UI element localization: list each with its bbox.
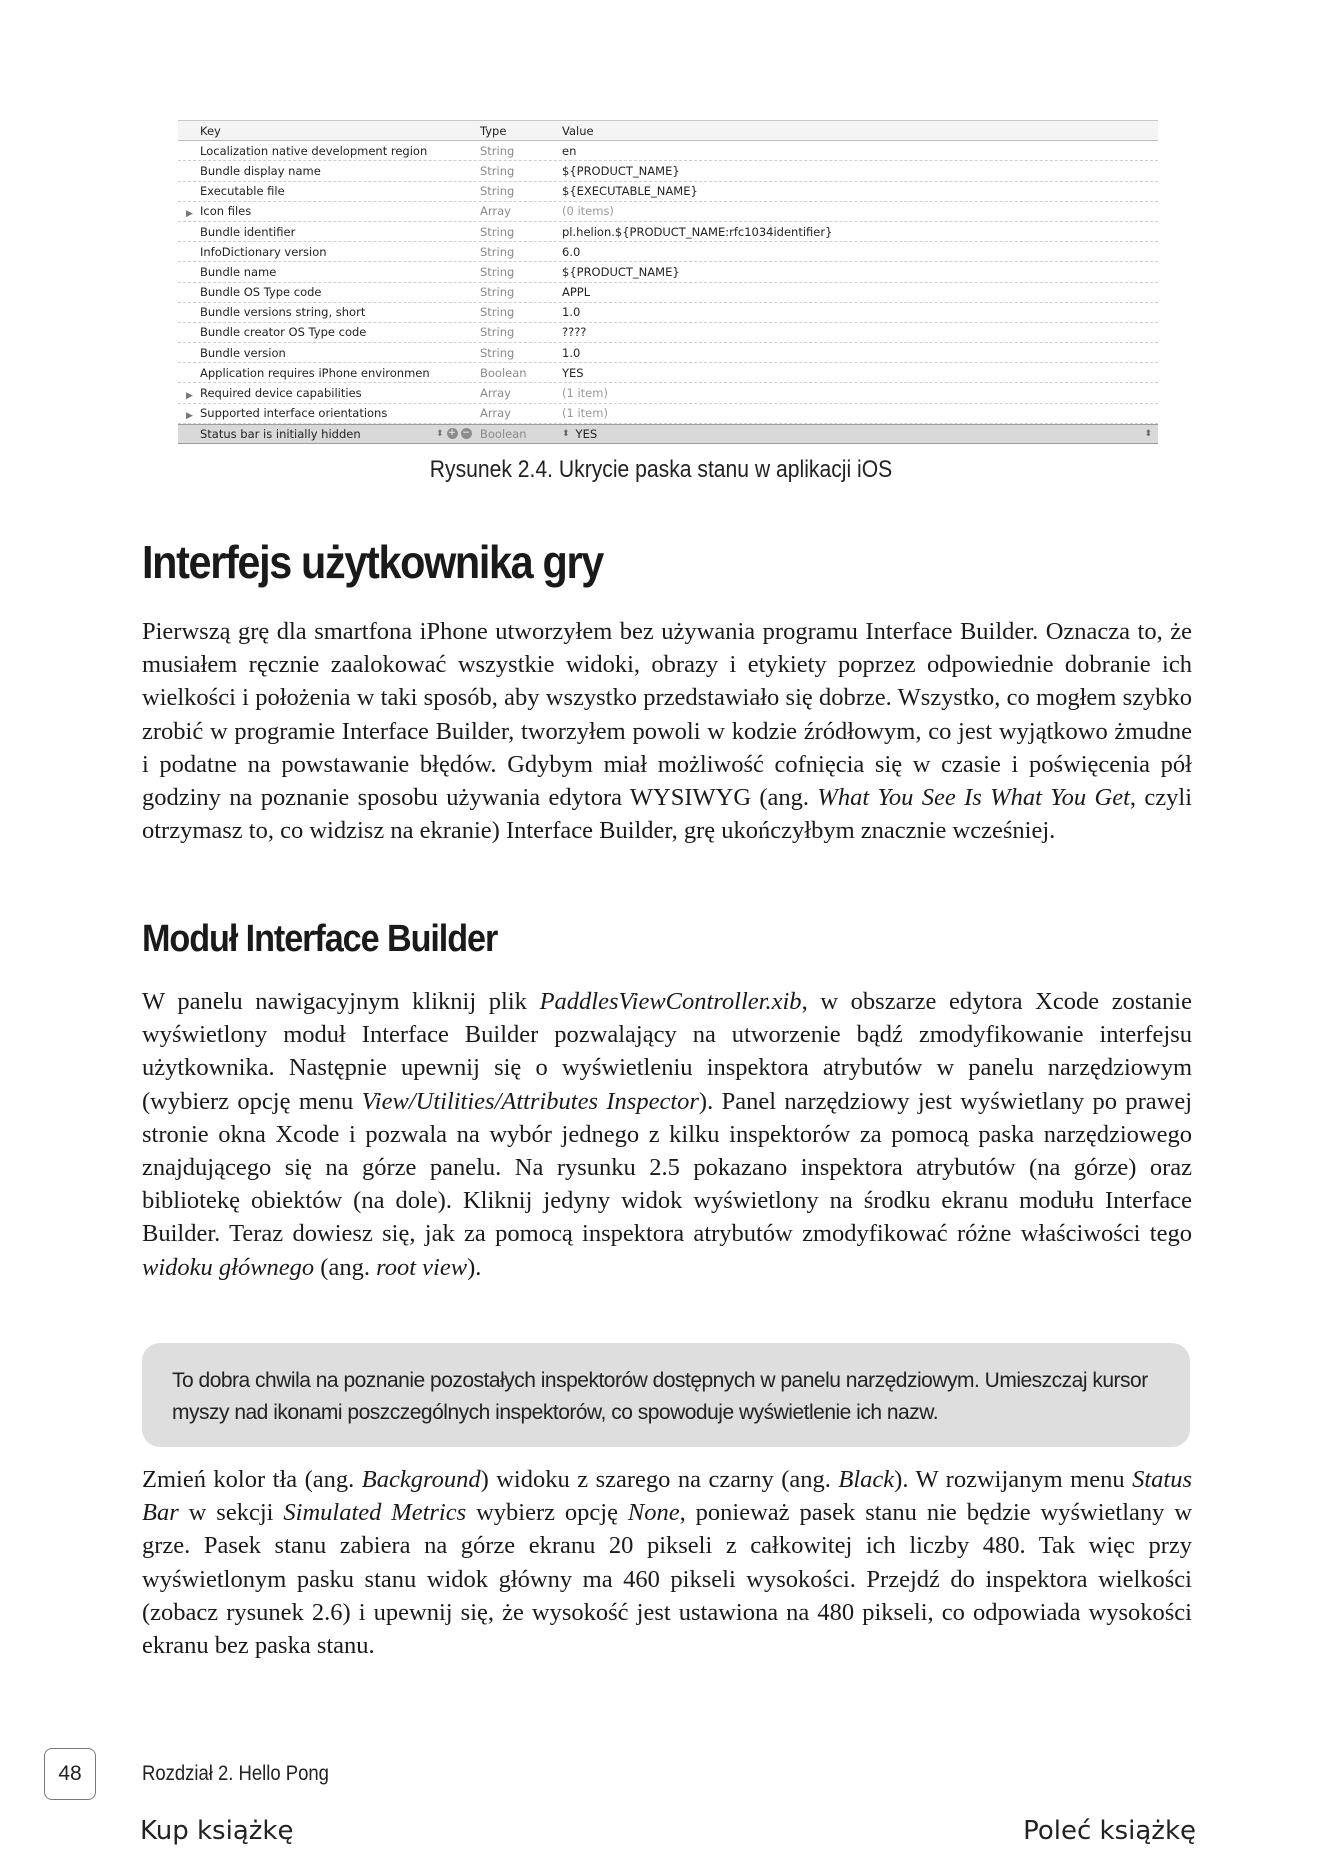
plist-row [178,343,1158,363]
row-type: String [480,224,515,239]
paragraph: Zmień kolor tła (ang. Background) widoku z szarego na czarny (ang. Black). W rozwijanym menu Status Bar w sekcji Simulated Metrics wybierz opcję None, ponieważ pasek stanu nie będzie wyświetlany w grze. Pasek stanu zabiera na górze ekranu 20 pikseli z całkowitej ich liczby 480. Tak więc przy wyświetlonym pasku stanu widok główny ma 460 pikseli wysokości. Przejdź do inspektora wielkości (zobacz rysunek 2.6) i upewnij się, że wysokość jest ustawiona na 480 pikseli, co odpowiada wysokości ekranu bez paska stanu. [142,1466,1193,1660]
row-value: ${EXECUTABLE_NAME} [562,184,698,199]
plist-row [178,303,1158,323]
row-type: Boolean [480,426,527,441]
plist-row [178,161,1158,181]
paragraph: Pierwszą grę dla smartfona iPhone utworzyłem bez używania programu Interface Builder. Oznacza to, że musiałem ręcznie zaalokować wszystkie widoki, obrazy i etykiety poprzez odpowiednie dobranie ich wielkości i położenia w taki sposób, aby wszystko przedstawiało się dobrze. Wszystko, co mogłem szybko zrobić w programie Interface Builder, tworzyłem powoli w kodzie źródłowym, co jest wyjątkowo żmudne i podatne na powstawanie błędów. Gdybym miał możliwość cofnięcia się w czasie i poświęcenia pół godziny na poznanie sposobu używania edytora WYSIWYG (ang. What You See Is What You Get, czyli otrzymasz to, co widzisz na ekranie) Interface Builder, grę ukończyłbym znacznie wcześniej. [142,618,1192,845]
row-type: String [480,345,515,360]
row-key: ▶ Required device capabilities [178,386,480,400]
disclosure-triangle-icon: ▶ [186,209,193,219]
header-key: Key [200,123,221,138]
row-type: Array [480,386,511,401]
row-value: pl.helion.${PRODUCT_NAME:rfc1034identifier} [562,224,833,239]
row-value: (1 item) [562,406,608,421]
row-type: String [480,184,515,199]
row-type: String [480,325,515,340]
row-type: Array [480,406,511,421]
row-value: en [562,143,577,158]
plist-row [178,141,1158,161]
row-key: InfoDictionary version [200,244,327,259]
plist-row [178,202,1158,222]
row-value: ${PRODUCT_NAME} [562,163,680,178]
row-key: Status bar is initially hidden [200,426,361,441]
running-footer: Rozdział 2. Hello Pong [142,1762,329,1785]
row-value: (1 item) [562,386,608,401]
header-value: Value [562,123,594,138]
plist-row [178,283,1158,303]
page-number: 48 [44,1748,96,1800]
row-key: Bundle versions string, short [200,305,366,320]
row-type: String [480,264,515,279]
figure-caption: Rysunek 2.4. Ukrycie paska stanu w aplikacji iOS [429,456,893,483]
stepper-icon: ⬍ [1144,428,1152,439]
plist-header [178,121,1158,141]
row-key: Localization native development region [200,143,428,158]
plist-row [178,323,1158,343]
row-value: YES [575,426,598,441]
plist-row [178,363,1158,383]
row-value: 1.0 [562,345,581,360]
row-type: Boolean [480,365,527,380]
row-key: Bundle version [200,345,286,360]
plist-row [178,242,1158,262]
disclosure-triangle-icon: ▶ [186,391,193,401]
row-controls [436,428,480,439]
row-value: ???? [562,325,587,340]
subsection-title: Moduł Interface Builder [142,918,498,960]
row-value: 6.0 [562,244,581,259]
row-type: String [480,244,515,259]
row-key: Bundle identifier [200,224,296,239]
row-key: Executable file [200,184,285,199]
row-value: APPL [562,285,591,300]
row-key: Bundle creator OS Type code [200,325,367,340]
row-key: Bundle name [200,264,277,279]
note-box: To dobra chwila na poznanie pozostałych inspektorów dostępnych w panelu narzędziowym. Umieszczaj kursor myszy nad ikonami poszczególnych inspektorów, co spowoduje wyświetlenie ich nazw. [142,1343,1190,1447]
plist-row [178,182,1158,202]
row-key: Application requires iPhone environmen [200,365,430,380]
row-value: ${PRODUCT_NAME} [562,264,680,279]
row-value: 1.0 [562,305,581,320]
buy-book-link[interactable]: Kup książkę [140,1816,294,1846]
remove-row-icon: − [462,428,470,439]
header-type: Type [480,123,507,138]
row-value: YES [562,365,584,380]
plist-row [178,383,1158,403]
recommend-book-link[interactable]: Poleć książkę [1023,1816,1196,1846]
row-key: Bundle OS Type code [200,285,322,300]
row-key: Bundle display name [200,163,321,178]
row-type: String [480,285,515,300]
row-type: String [480,143,515,158]
disclosure-triangle-icon: ▶ [186,411,193,421]
plist-row [178,222,1158,242]
row-type: Array [480,204,511,219]
row-type: String [480,305,515,320]
plist-table [178,120,1158,444]
paragraph: W panelu nawigacyjnym kliknij plik PaddlesViewController.xib, w obszarze edytora Xcode zostanie wyświetlony moduł Interface Builder pozwalający na utworzenie bądź zmodyfikowanie interfejsu użytkownika. Następnie upewnij się o wyświetleniu inspektora atrybutów w panelu narzędziowym (wybierz opcję menu View/Utilities/Attributes Inspector). Panel narzędziowy jest wyświetlany po prawej stronie okna Xcode i pozwala na wybór jednego z kilku inspektorów za pomocą paska narzędziowego znajdującego się na górze panelu. Na rysunku 2.5 pokazano inspektora atrybutów (na górze) oraz bibliotekę obiektów (na dole). Kliknij jedyny widok wyświetlony na środku ekranu modułu Interface Builder. Teraz dowiesz się, jak za pomocą inspektora atrybutów zmodyfikować różne właściwości tego widoku głównego (ang. root view). [142,988,1192,1281]
plist-row [178,262,1158,282]
section-title: Interfejs użytkownika gry [142,536,603,588]
row-key: ▶ Icon files [178,204,480,218]
row-key: ▶ Supported interface orientations [178,406,480,420]
plist-row [178,404,1158,424]
row-value: (0 items) [562,204,614,219]
row-type: String [480,163,515,178]
stepper-icon: ⬍ [436,428,444,439]
plist-row-selected [178,424,1158,444]
add-row-icon: + [448,428,456,439]
stepper-icon: ⬍ [562,428,570,439]
